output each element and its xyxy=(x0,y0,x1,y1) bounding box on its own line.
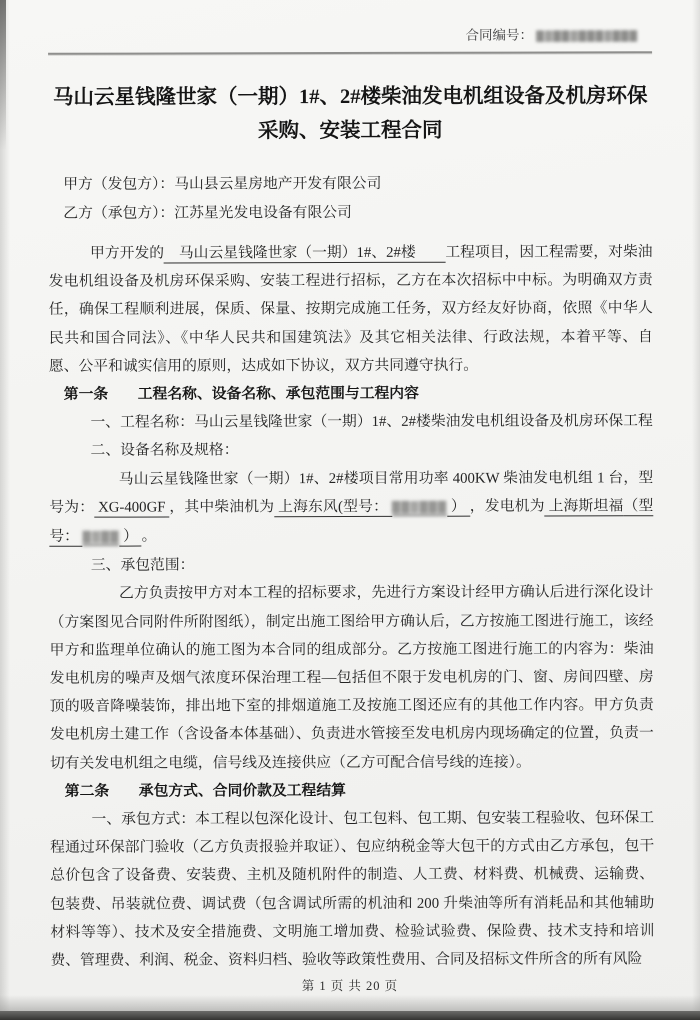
parties-section xyxy=(48,169,652,229)
redacted-text: █▓██ xyxy=(82,530,120,544)
paragraph: 一、工程名称：马山云星钱隆世家（一期）1#、2#楼柴油发电机组设备及机房环保工程 xyxy=(90,413,653,431)
contract-title xyxy=(48,79,652,149)
paragraph: 马山云星钱隆世家（一期）1#、2#楼项目常用功率 400KW 柴油发电机组 1 台，型号为： XG-400GF ，其中柴油机为 上海东风(型号： ██▓███ ） ，发电机为 上海斯坦福（型号： █▓██ ） 。 xyxy=(49,469,654,545)
party-label: 甲方（发包方）： xyxy=(63,176,175,193)
paragraph: 一、承包方式：本工程以包深化设计、包工包料、包工期、包安装工程验收、包环保工程通过环保部门验收（乙方负责报验并取证）、包应纳税金等大包干的方式由乙方承包，包干总价包含了设备费、安装费、主机及随机附件的制造、人工费、材料费、机械费、运输费、包装费、吊装就位费、调试费（包含调试所需的机油和 200 升柴油等所有消耗品和其他辅助材料等等）、技术及安全措施费、文明施工增加费、检验试验费、保险费、技术支持和培训费、管理费、利润、税金、资料归档、验收等政策性费用、合同及招标文件所含的所有风险 xyxy=(50,810,655,969)
paragraph: 二、设备名称及规格： xyxy=(90,442,239,460)
header-divider xyxy=(48,51,652,55)
scan-shadow-bottom xyxy=(0,995,700,1011)
contract-number-value-redacted: █▓██▓███▓███ xyxy=(536,31,639,43)
paragraph: 乙方负责按甲方对本工程的招标要求，先进行方案设计经甲方确认后进行深化设计（方案图见合同附件所附图纸），制定出施工图给甲方确认后，乙方按施工图进行施工，该经甲方和监理单位确认的施工图为本合同的组成部分。乙方按施工图进行施工的内容为：柴油发电机房的噪声及烟气浓度环保治理工程—包括但不限于发电机房的门、窗、房间四壁、房顶的吸音降噪装饰，排出地下室的排烟道施工及按施工图还应有的其他工作内容。甲方负责发电机房土建工作（含设备本体基础）、负责进水管接至发电机房内现场确定的位置，负责一切有关发电机组之电缆，信号线及连接供应（乙方可配合信号线的连接）。 xyxy=(49,584,654,772)
redacted-text: ██▓███ xyxy=(391,500,448,514)
contract-number-label: 合同编号： xyxy=(465,27,533,43)
paragraph: 三、承包范围： xyxy=(90,557,195,574)
scan-edge-bottom xyxy=(0,1011,700,1020)
contract-title-line2: 采购、安装工程合同 xyxy=(257,119,443,143)
contract-number-row xyxy=(48,25,652,47)
section-heading: 第一条 工程名称、设备名称、承包范围与工程内容 xyxy=(63,385,419,403)
page-number-footer: 第 1 页 共 20 页 xyxy=(301,979,399,993)
party-line xyxy=(48,198,652,229)
paragraph: 甲方开发的 马山云星钱隆世家（一期）1#、2#楼 工程项目，因工程需要，对柴油发电机组设备及机房环保采购、安装工程进行招标，乙方在本次招标中中标。为明确双方责任，确保工程顺利进展，保质、保量、按期完成施工任务，双方经友好协商，依照《中华人民共和国合同法》、《中华人民共和国建筑法》及其它相关法律、行政法规，本着平等、自愿、公平和诚实信用的原则，达成如下协议，双方共同遵守执行。 xyxy=(48,244,653,375)
party-line xyxy=(48,169,652,200)
page-content xyxy=(48,25,654,975)
scan-edge-left-shadow xyxy=(0,0,10,1020)
party-label: 乙方（承包方）： xyxy=(63,205,175,222)
party-name: 马山县云星房地产开发有限公司 xyxy=(174,175,382,193)
section-heading: 第二条 承包方式、合同价款及工程结算 xyxy=(64,782,346,800)
party-name: 江苏星光发电设备有限公司 xyxy=(174,204,352,222)
contract-body xyxy=(49,238,655,975)
scan-edge-left xyxy=(0,0,6,150)
contract-title-line1: 马山云星钱隆世家（一期）1#、2#楼柴油发电机组设备及机房环保 xyxy=(52,85,648,109)
scan-edge-right-shadow xyxy=(692,0,700,1020)
